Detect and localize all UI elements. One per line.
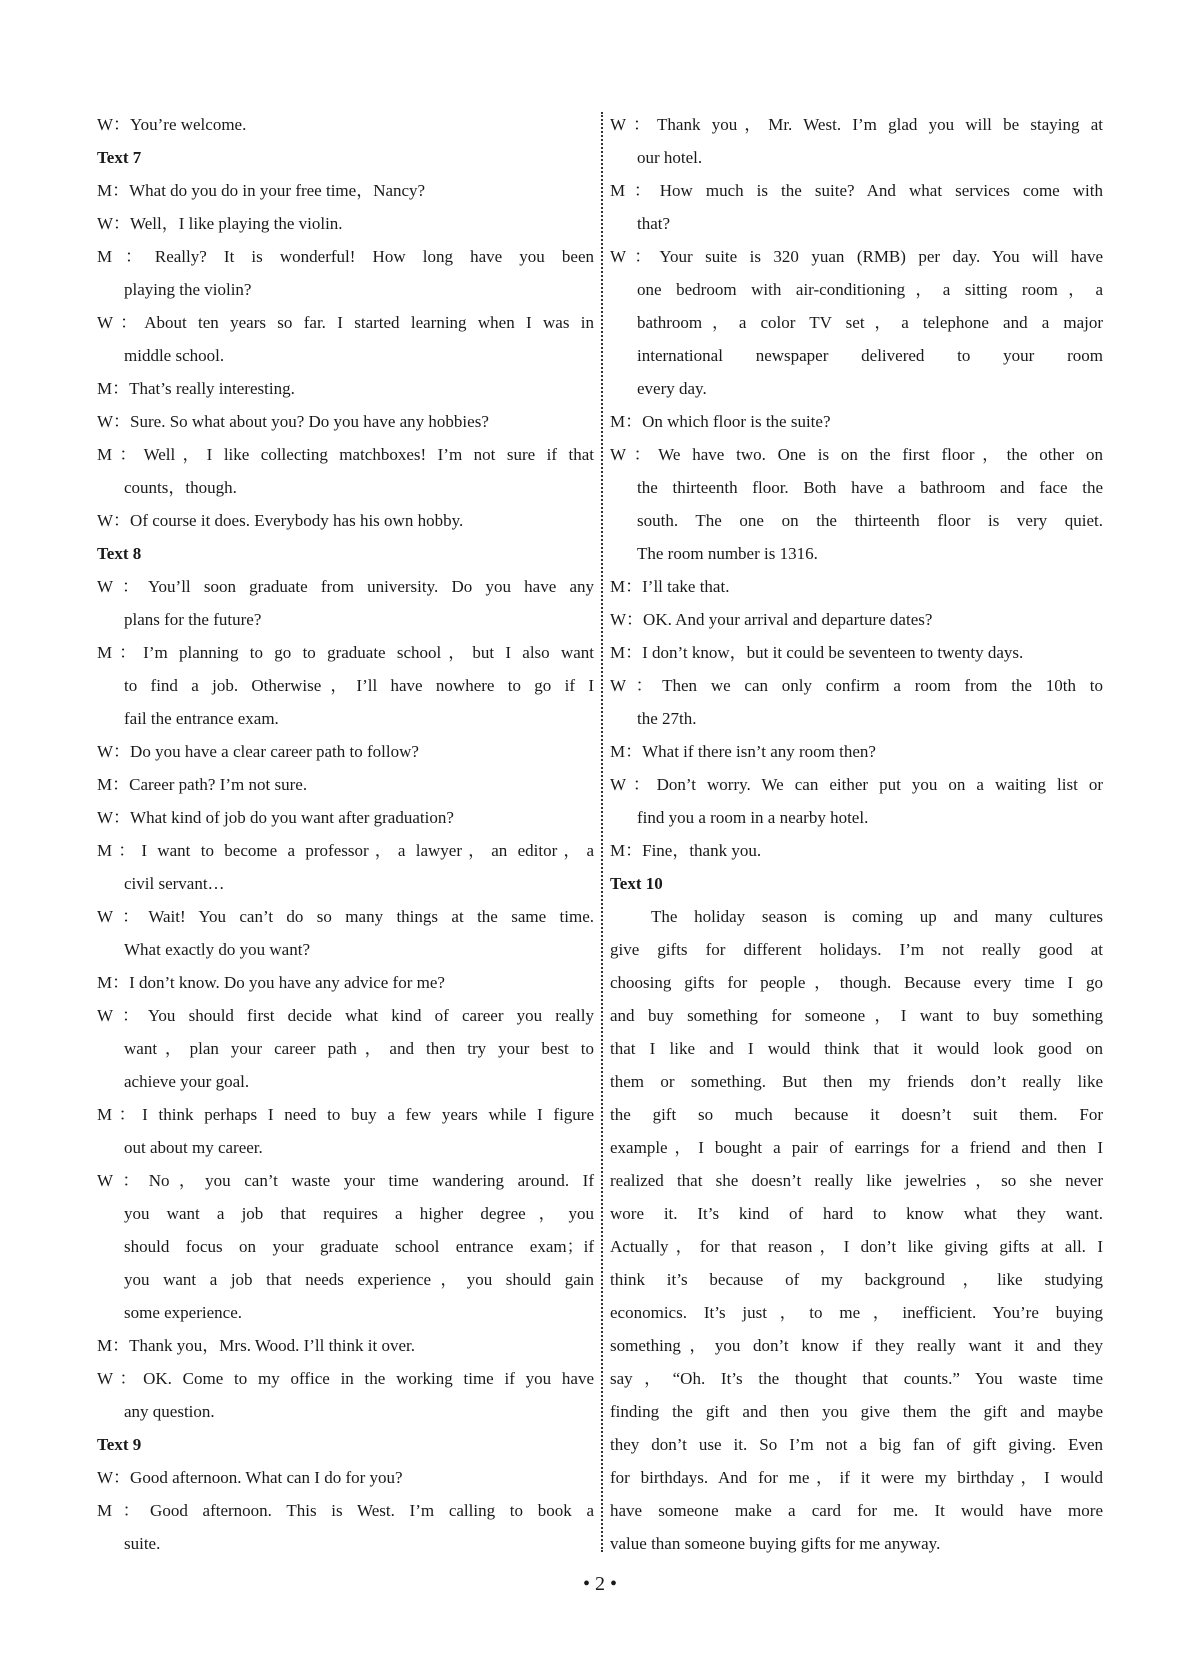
text-line: M：I want to become a professor，a lawyer，an editor，a — [97, 841, 594, 860]
text-line: W：Then we can only confirm a room from the 10th to — [610, 676, 1103, 695]
text-line: M：What if there isn’t any room then? — [610, 742, 876, 761]
text-line: M：How much is the suite? And what services come with — [610, 181, 1103, 200]
text-line: want，plan your career path，and then try your best to — [124, 1039, 594, 1058]
text-line: south. The one on the thirteenth floor is very quiet. — [637, 511, 1103, 530]
text-line: W：Wait! You can’t do so many things at the same time. — [97, 907, 594, 926]
text-line: example，I bought a pair of earrings for a friend and then I — [610, 1138, 1103, 1157]
text-line: M：What do you do in your free time，Nancy? — [97, 181, 426, 200]
text-line: counts，though. — [124, 478, 237, 497]
text-line: W：OK. And your arrival and departure dates? — [610, 610, 933, 629]
text-line: and buy something for someone，I want to buy something — [610, 1006, 1103, 1025]
text-line: that? — [637, 214, 671, 233]
text-line: civil servant… — [124, 874, 225, 893]
text-line: W：Of course it does. Everybody has his own hobby. — [97, 511, 464, 530]
text-line: W：Well，I like playing the violin. — [97, 214, 343, 233]
text-line: value than someone buying gifts for me anyway. — [610, 1534, 941, 1553]
text-line: you want a job that requires a higher degree，you — [124, 1204, 594, 1223]
text-line: them or something. But then my friends don’t really like — [610, 1072, 1103, 1091]
text-line: W：You’re welcome. — [97, 115, 247, 134]
text-line: The room number is 1316. — [637, 544, 818, 563]
text-line: fail the entrance exam. — [124, 709, 279, 728]
text-line: for birthdays. And for me，if it were my birthday，I would — [610, 1468, 1103, 1487]
text-line: M：That’s really interesting. — [97, 379, 295, 398]
text-line: every day. — [637, 379, 707, 398]
text-line: should focus on your graduate school entrance exam；if — [124, 1237, 594, 1256]
text-line: they don’t use it. So I’m not a big fan of gift giving. Even — [610, 1435, 1103, 1454]
right-column — [610, 108, 1103, 1560]
section-heading: Text 8 — [97, 544, 142, 563]
text-line: W：Don’t worry. We can either put you on a waiting list or — [610, 775, 1103, 794]
left-column — [97, 108, 594, 1560]
text-line: realized that she doesn’t really like jewelries，so she never — [610, 1171, 1103, 1190]
text-line: M：On which floor is the suite? — [610, 412, 831, 431]
text-line: have someone make a card for me. It would have more — [610, 1501, 1103, 1520]
text-line: you want a job that needs experience，you should gain — [124, 1270, 594, 1289]
text-line: What exactly do you want? — [124, 940, 310, 959]
text-line: the gift so much because it doesn’t suit them. For — [610, 1105, 1103, 1124]
text-line: finding the gift and then you give them the gift and maybe — [610, 1402, 1103, 1421]
column-divider — [601, 112, 603, 1552]
text-line: W：OK. Come to my office in the working time if you have — [97, 1369, 594, 1388]
text-line: W：What kind of job do you want after graduation? — [97, 808, 454, 827]
text-line: international newspaper delivered to your room — [637, 346, 1103, 365]
text-line: M：Well，I like collecting matchboxes! I’m not sure if that — [97, 445, 594, 464]
text-line: out about my career. — [124, 1138, 263, 1157]
text-line: something，you don’t know if they really want it and they — [610, 1336, 1103, 1355]
text-line: economics. It’s just，to me，inefficient. You’re buying — [610, 1303, 1103, 1322]
text-line: W：No，you can’t waste your time wandering around. If — [97, 1171, 594, 1190]
text-line: The holiday season is coming up and many cultures — [651, 907, 1103, 926]
text-line: M：I think perhaps I need to buy a few years while I figure — [97, 1105, 594, 1124]
text-line: W：You’ll soon graduate from university. Do you have any — [97, 577, 594, 596]
text-line: to find a job. Otherwise，I’ll have nowhere to go if I — [124, 676, 594, 695]
text-line: W：Your suite is 320 yuan (RMB) per day. You will have — [610, 247, 1103, 266]
text-line: M：Career path? I’m not sure. — [97, 775, 308, 794]
text-line: M：Thank you，Mrs. Wood. I’ll think it over. — [97, 1336, 415, 1355]
text-line: W：Thank you，Mr. West. I’m glad you will be staying at — [610, 115, 1103, 134]
text-line: M：I’ll take that. — [610, 577, 730, 596]
text-line: W：Do you have a clear career path to follow? — [97, 742, 419, 761]
text-line: some experience. — [124, 1303, 242, 1322]
text-line: Actually，for that reason，I don’t like giving gifts at all. I — [610, 1237, 1103, 1256]
text-line: achieve your goal. — [124, 1072, 250, 1091]
text-line: M：Good afternoon. This is West. I’m calling to book a — [97, 1501, 594, 1520]
text-line: the 27th. — [637, 709, 697, 728]
text-line: that I like and I would think that it would look good on — [610, 1039, 1103, 1058]
text-line: W：About ten years so far. I started learning when I was in — [97, 313, 594, 332]
text-line: M：Fine，thank you. — [610, 841, 762, 860]
section-heading: Text 7 — [97, 148, 142, 167]
text-line: the thirteenth floor. Both have a bathroom and face the — [637, 478, 1103, 497]
text-line: W：We have two. One is on the first floor，the other on — [610, 445, 1103, 464]
text-line: any question. — [124, 1402, 215, 1421]
text-line: W：Good afternoon. What can I do for you? — [97, 1468, 403, 1487]
text-line: think it’s because of my background，like studying — [610, 1270, 1103, 1289]
text-line: plans for the future? — [124, 610, 262, 629]
text-line: M：I don’t know，but it could be seventeen to twenty days. — [610, 643, 1024, 662]
text-line: choosing gifts for people，though. Because every time I go — [610, 973, 1103, 992]
text-line: find you a room in a nearby hotel. — [637, 808, 869, 827]
text-line: wore it. It’s kind of hard to know what they want. — [610, 1204, 1103, 1223]
text-line: W：Sure. So what about you? Do you have any hobbies? — [97, 412, 489, 431]
text-line: give gifts for different holidays. I’m not really good at — [610, 940, 1103, 959]
text-line: suite. — [124, 1534, 161, 1553]
text-line: playing the violin? — [124, 280, 252, 299]
text-line: say，“Oh. It’s the thought that counts.” You waste time — [610, 1369, 1103, 1388]
page-number: • 2 • — [582, 1573, 617, 1595]
text-line: M：Really? It is wonderful! How long have you been — [97, 247, 594, 266]
text-line: our hotel. — [637, 148, 703, 167]
text-line: W：You should first decide what kind of career you really — [97, 1006, 594, 1025]
section-heading: Text 9 — [97, 1435, 142, 1454]
text-line: middle school. — [124, 346, 225, 365]
text-line: M：I’m planning to go to graduate school，but I also want — [97, 643, 594, 662]
text-line: M：I don’t know. Do you have any advice for me? — [97, 973, 445, 992]
text-line: bathroom，a color TV set，a telephone and a major — [637, 313, 1103, 332]
text-line: one bedroom with air-conditioning，a sitting room，a — [637, 280, 1103, 299]
section-heading: Text 10 — [610, 874, 663, 893]
